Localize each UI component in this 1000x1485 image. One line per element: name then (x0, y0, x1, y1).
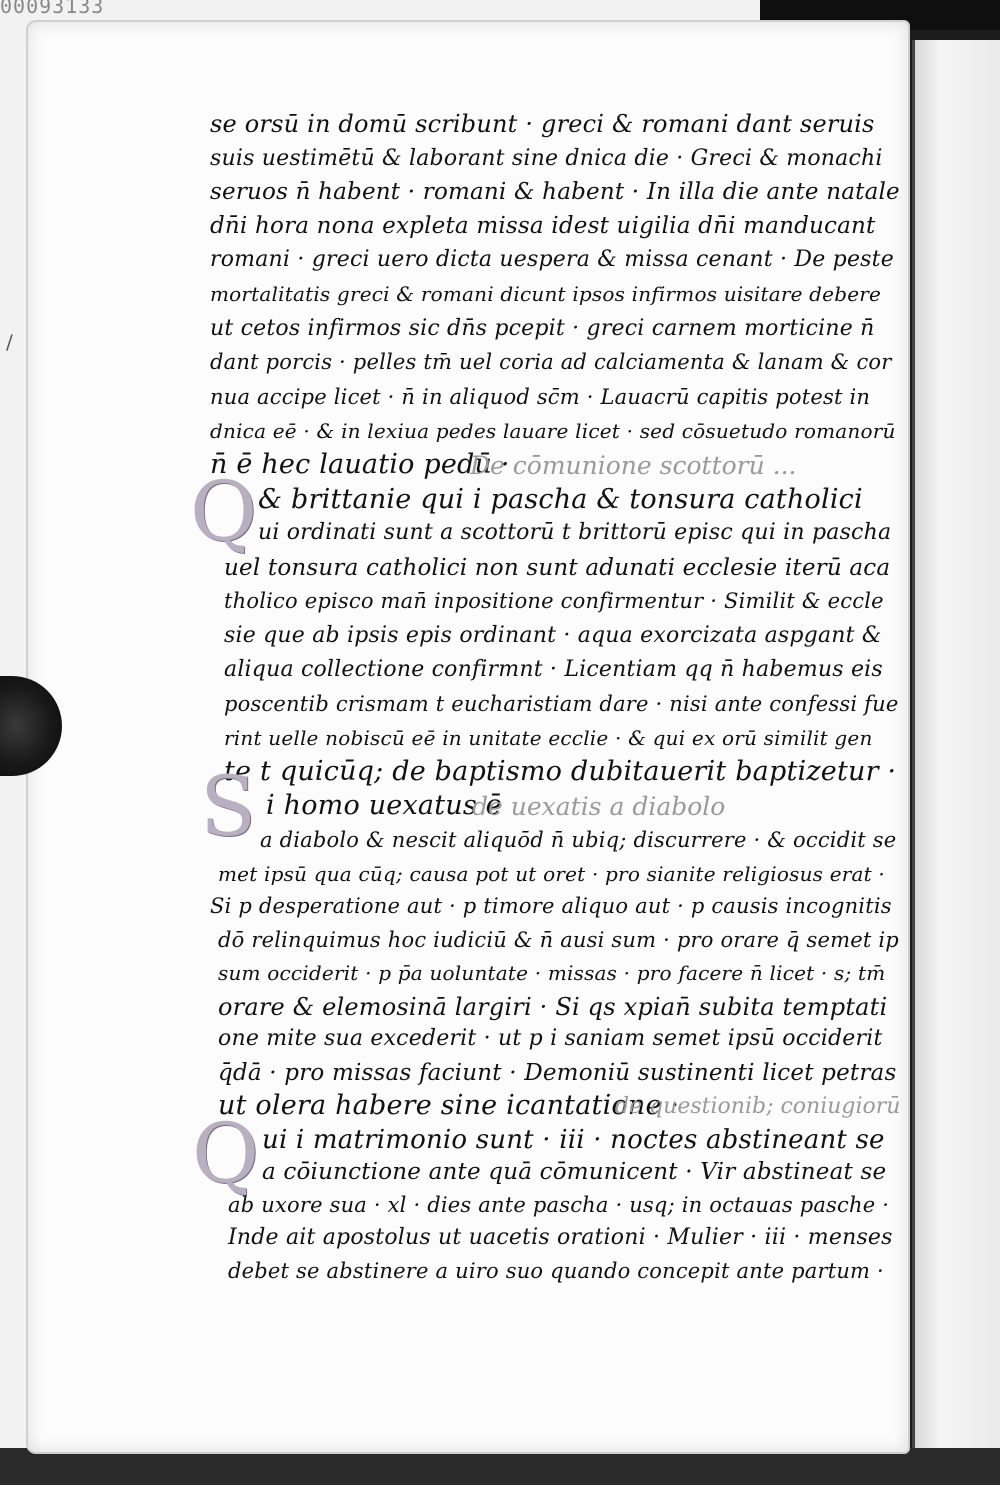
text-line: q̄dā · pro missas faciunt · Demoniū sustinenti licet petras (218, 1060, 897, 1087)
text-line: dn̄i hora nona expleta missa idest uigilia dn̄i manducant (210, 212, 876, 239)
text-line: tholico episco man̄ inpositione confirmentur · Similit & eccle (224, 589, 884, 614)
text-line: aliqua collectione confirmnt · Licentiam qq n̄ habemus eis (224, 656, 883, 682)
text-line: orare & elemosinā largiri · Si qs xpian̄ subita temptati (218, 992, 888, 1021)
rubric-heading: de uexatis a diabolo (472, 791, 726, 821)
text-line: ab uxore sua · xl · dies ante pascha · usq; in octauas pasche · (228, 1193, 890, 1218)
text-line: one mite sua excederit · ut p i saniam semet ipsū occiderit (218, 1026, 883, 1052)
text-line: ut cetos infirmos sic dn̄s pcepit · greci carnem morticine n̄ (210, 315, 875, 341)
text-line: n̄ ē hec lauatio pedū · (210, 449, 510, 481)
text-line: sie que ab ipsis epis ordinant · aqua exorcizata aspgant & (224, 623, 882, 649)
text-line: poscentib crismam t eucharistiam dare · nisi ante confessi fue (224, 692, 899, 717)
text-line: Si p desperatione aut · p timore aliquo aut · p causis incognitis (210, 894, 892, 919)
text-line: debet se abstinere a uiro suo quando concepit ante partum · (228, 1259, 884, 1283)
text-line: romani · greci uero dicta uespera & missa cenant · De peste (210, 247, 894, 273)
text-line: mortalitatis greci & romani dicunt ipsos infirmos uisitare debere (210, 282, 882, 307)
text-line: a diabolo & nescit aliquōd n̄ ubiq; discurrere · & occidit se (260, 827, 897, 852)
text-line: te t quicūq; de baptismo dubitauerit baptizetur · (224, 756, 897, 788)
text-line: dnica eē · & in lexiua pedes lauare licet · sed cōsuetudo romanorū (210, 418, 896, 443)
text-line: a cōiunctione ante quā cōmunicent · Vir abstineat se (262, 1159, 887, 1186)
rubric-heading: de questionib; coniugiorū (615, 1094, 901, 1120)
text-line: uel tonsura catholici non sunt adunati ecclesie iterū aca (224, 554, 891, 581)
text-line: se orsū in domū scribunt · greci & romani dant seruis (210, 110, 875, 138)
text-line: seruos n̄ habent · romani & habent · In illa die ante natale (210, 179, 900, 206)
text-line: ui i matrimonio sunt · iii · noctes abstineant se (262, 1124, 885, 1155)
text-line: rint uelle nobiscū eē in unitate ecclie · & qui ex orū similit gen (224, 725, 873, 750)
text-line: dō relinquimus hoc iudiciū & n̄ ausi sum · pro orare q̄ semet ip (218, 928, 899, 953)
accession-number: 00093133 (0, 0, 105, 18)
text-line: nua accipe licet · n̄ in aliquod sc̄m · Lauacrū capitis potest in (210, 384, 871, 409)
decorated-initial: Q (190, 464, 258, 560)
text-line: & brittanie qui i pascha & tonsura catholici (258, 483, 863, 515)
decorated-initial: S (200, 759, 257, 855)
text-line: met ipsū qua cūq; causa pot ut oret · pro sianite religiosus erat · (218, 861, 885, 886)
text-line: ui ordinati sunt a scottorū t brittorū episc qui in pascha (258, 520, 892, 546)
margin-mark: / (6, 330, 13, 354)
text-line: sum occiderit · p p̄a uoluntate · missas · pro facere n̄ licet · s; tm̄ (218, 960, 886, 985)
text-line: dant porcis · pelles tm̄ uel coria ad calciamenta & lanam & cor (210, 350, 892, 375)
decorated-initial: Q (192, 1106, 260, 1202)
text-line: ut olera habere sine icantatione · (218, 1089, 680, 1121)
text-line: Inde ait apostolus ut uacetis orationi · Mulier · iii · menses (228, 1225, 893, 1251)
text-line: suis uestimētū & laborant sine dnica die · Greci & monachi (210, 145, 883, 171)
rubric-heading: De cōmunione scottorū ... (470, 450, 797, 480)
text-line: i homo uexatus ē (266, 790, 502, 822)
